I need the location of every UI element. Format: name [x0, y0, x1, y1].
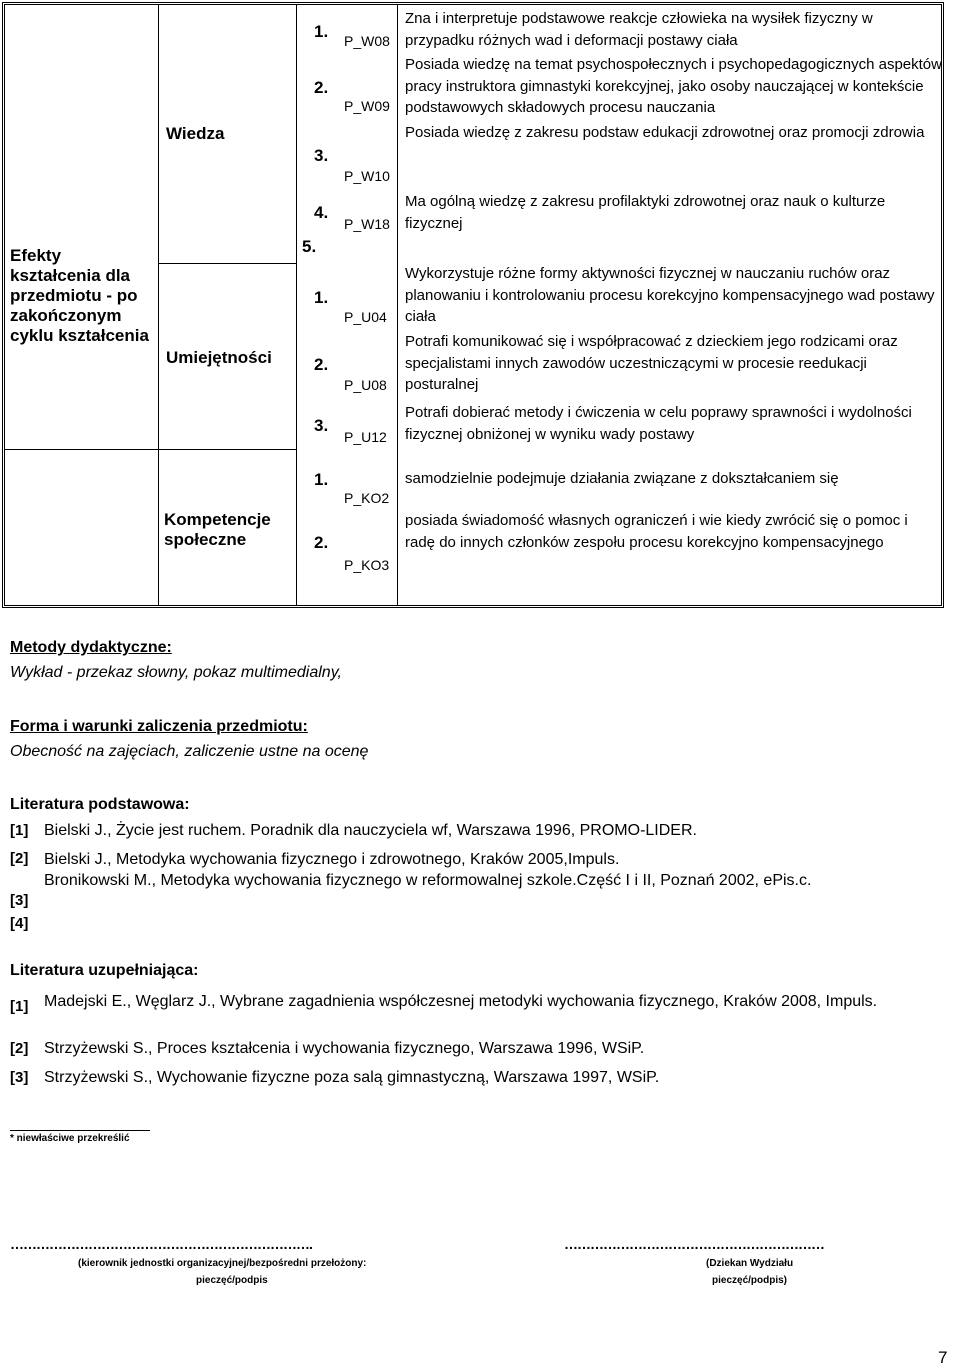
item-number: 1.: [314, 288, 329, 307]
lit-uzupelniajaca-heading: Literatura uzupełniająca:: [10, 962, 199, 979]
reference-text: Madejski E., Węglarz J., Wybrane zagadnienia współczesnej metodyki wychowania fizycznego, Kraków 2008, Impuls.: [44, 993, 878, 1010]
item-number: 2.: [314, 78, 329, 97]
item-description: samodzielnie podejmuje działania związane z dokształcaniem się: [405, 470, 839, 487]
item-code: P_W10: [344, 168, 390, 184]
forma-text: Obecność na zajęciach, zaliczenie ustne na ocenę: [10, 743, 369, 760]
item-code: P_U04: [344, 309, 387, 325]
reference-number: [3]: [10, 892, 29, 909]
reference-number: [4]: [10, 915, 29, 932]
reference-number: [2]: [10, 1040, 29, 1057]
metody-heading: Metody dydaktyczne:: [10, 639, 172, 656]
item-description: Posiada wiedzę z zakresu podstaw edukacji zdrowotnej oraz promocji zdrowia: [405, 124, 925, 141]
reference-text: Strzyżewski S., Proces kształcenia i wychowania fizycznego, Warszawa 1996, WSiP.: [44, 1040, 645, 1057]
item-description: Wykorzystuje różne formy aktywności fizycznej w nauczaniu ruchów oraz planowaniu i kontrolowaniu procesu korekcyjno kompensacyjnego wad postawy ciała: [405, 265, 935, 325]
item-description: Ma ogólną wiedzę z zakresu profilaktyki zdrowotnej oraz nauk o kulturze fizycznej: [405, 193, 886, 232]
item-description: posiada świadomość własnych ograniczeń i wie kiedy zwrócić się o pomoc i radę do innych członków zespołu procesu korekcyjno kompensacyjnego: [405, 512, 908, 551]
footnote-rule: [10, 1130, 150, 1131]
table-divider: [158, 5, 159, 605]
item-number: 3.: [314, 146, 329, 165]
reference-number: [1]: [10, 998, 29, 1015]
table-divider: [397, 5, 398, 605]
reference-text: Strzyżewski S., Wychowanie fizyczne poza salą gimnastyczną, Warszawa 1997, WSiP.: [44, 1069, 660, 1086]
footnote: * niewłaściwe przekreślić: [10, 1133, 130, 1144]
item-description: Posiada wiedzę na temat psychospołecznych i psychopedagogicznych aspektów pracy instruktora gimnastyki korekcyjnej, jako osoby nauczającej w kontekście podstawowych składowych procesu nauczania: [405, 56, 942, 116]
category-wiedza: Wiedza: [166, 124, 225, 143]
signature-caption-left-2: pieczęć/podpis: [196, 1275, 268, 1286]
item-code: P_KO2: [344, 490, 390, 506]
category-kompetencje: Kompetencje społeczne: [164, 510, 271, 549]
category-umiejetnosci: Umiejętności: [166, 348, 272, 367]
item-code: P_U12: [344, 429, 387, 445]
item-code: P_W09: [344, 98, 390, 114]
reference-text: Bielski J., Życie jest ruchem. Poradnik dla nauczyciela wf, Warszawa 1996, PROMO-LIDER.: [44, 822, 697, 839]
item-number: 4.: [314, 203, 329, 222]
signature-caption-left: (kierownik jednostki organizacyjnej/bezpośredni przełożony:: [78, 1258, 367, 1269]
table-row-divider: [5, 449, 297, 450]
forma-heading: Forma i warunki zaliczenia przedmiotu:: [10, 718, 308, 735]
signature-dots-right: ……………………………………………………: [564, 1236, 824, 1252]
item-description: Zna i interpretuje podstawowe reakcje człowieka na wysiłek fizyczny w przypadku różnych wad i deformacji postawy ciała: [405, 10, 873, 49]
item-code: P_U08: [344, 377, 387, 393]
signature-caption-right: (Dziekan Wydziału: [706, 1258, 794, 1269]
signature-dots-left: …………………………………………………………….: [10, 1236, 312, 1252]
table-row-divider: [158, 263, 297, 264]
item-number: 2.: [314, 355, 329, 374]
item-number: 1.: [314, 22, 329, 41]
item-code: P_KO3: [344, 557, 390, 573]
item-code: P_W18: [344, 216, 390, 232]
page-number: 7: [938, 1348, 948, 1367]
reference-number: [3]: [10, 1069, 29, 1086]
item-number: 5.: [302, 237, 317, 256]
table-divider: [296, 5, 297, 605]
outcomes-header: Efekty kształcenia dla przedmiotu - po zakończonym cyklu kształcenia: [10, 246, 149, 345]
item-number: 1.: [314, 470, 329, 489]
item-code: P_W08: [344, 33, 390, 49]
reference-number: [1]: [10, 822, 29, 839]
reference-text: Bielski J., Metodyka wychowania fizycznego i zdrowotnego, Kraków 2005,Impuls.: [44, 851, 620, 868]
item-number: 3.: [314, 416, 329, 435]
signature-caption-right-2: pieczęć/podpis): [712, 1275, 788, 1286]
reference-text: Bronikowski M., Metodyka wychowania fizycznego w reformowalnej szkole.Część I i II, Poznań 2002, ePis.c.: [44, 872, 812, 889]
item-description: Potrafi komunikować się i współpracować z dzieckiem jego rodzicami oraz specjalistami innych zawodów uczestniczącymi w procesie reedukacji posturalnej: [405, 333, 898, 393]
item-number: 2.: [314, 533, 329, 552]
lit-podstawowa-heading: Literatura podstawowa:: [10, 796, 190, 813]
reference-number: [2]: [10, 850, 29, 867]
item-description: Potrafi dobierać metody i ćwiczenia w celu poprawy sprawności i wydolności fizycznej obniżonej w wyniku wady postawy: [405, 404, 912, 443]
metody-text: Wykład - przekaz słowny, pokaz multimedialny,: [10, 664, 342, 681]
